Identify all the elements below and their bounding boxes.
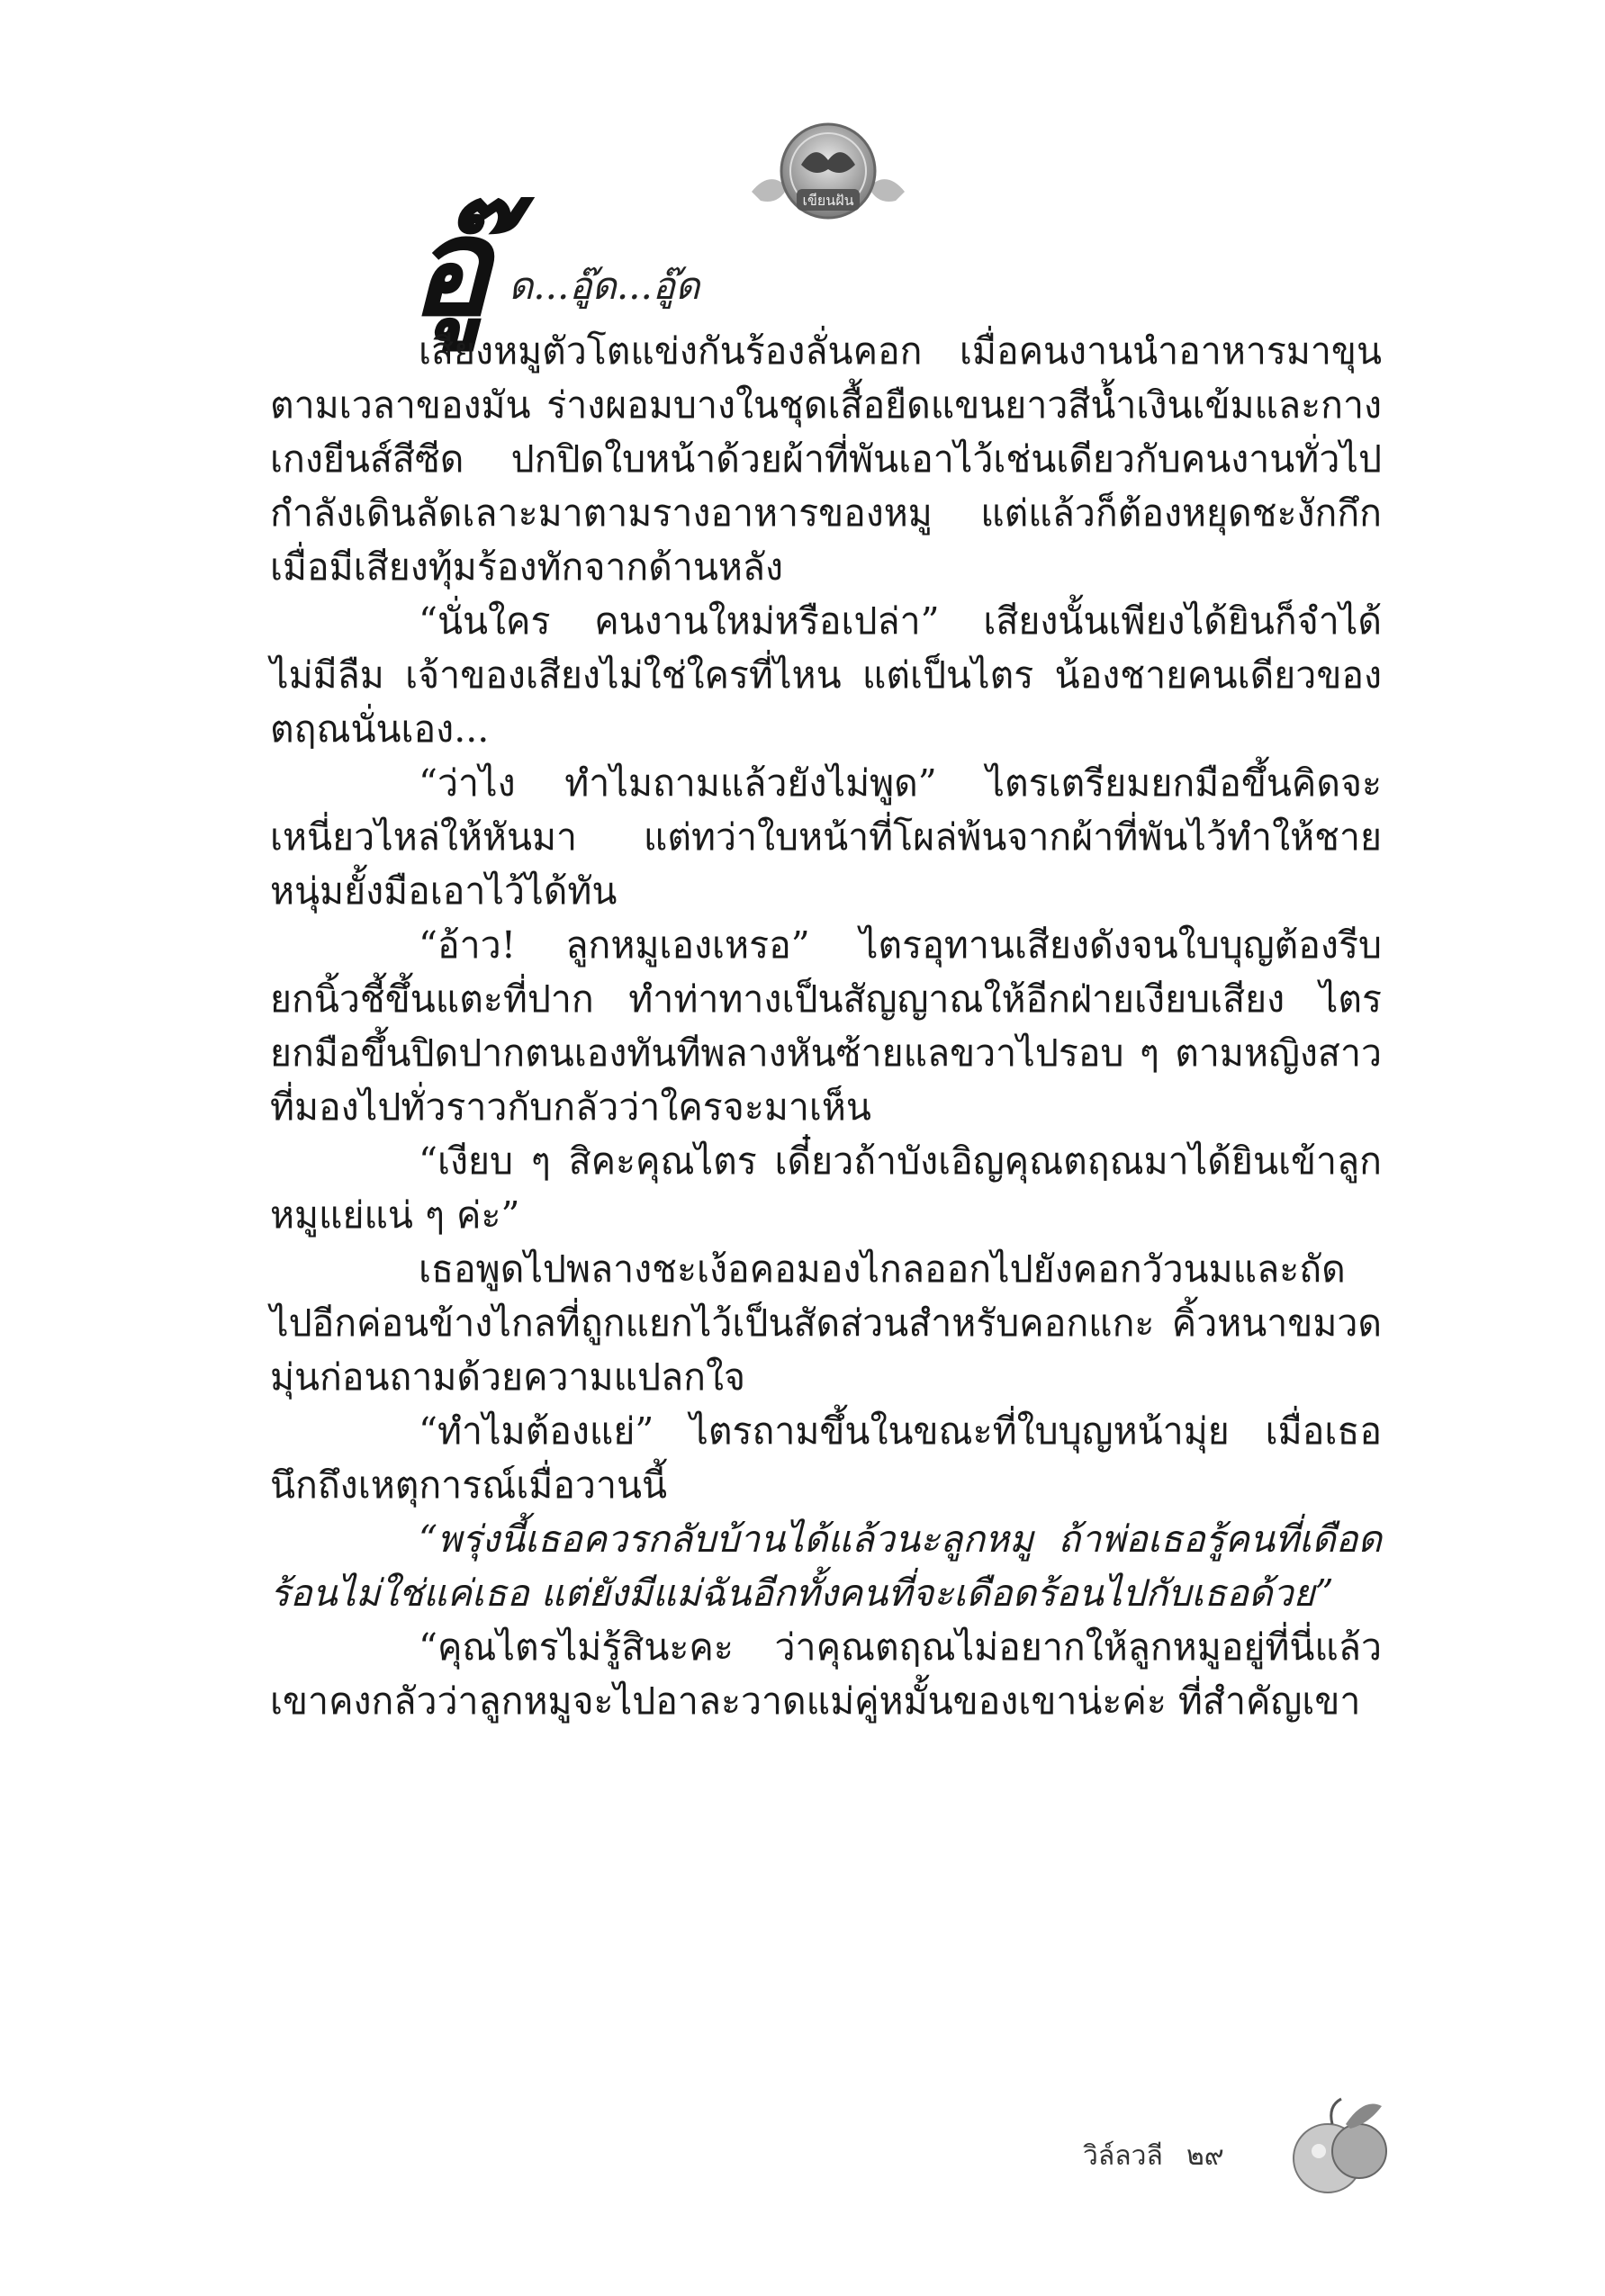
paragraph: เธอพูดไปพลางชะเง้อคอมองไกลออกไปยังคอกวัวนมและถัดไปอีกค่อนข้างไกลที่ถูกแยกไว้เป็นสัดส่วนสำหรับคอกแกะ คิ้วหนาขมวดมุ่นก่อนถามด้วยความแปลกใจ [270, 1247, 1382, 1399]
body-text [270, 324, 1382, 1728]
paragraph: “ทำไมต้องแย่” ไตรถามขึ้นในขณะที่ใบบุญหน้ามุ่ย เมื่อเธอนึกถึงเหตุการณ์เมื่อวานนี้ [270, 1409, 1382, 1507]
ornamental-emblem-logo [743, 115, 914, 232]
paragraph: “นั่นใคร คนงานใหม่หรือเปล่า” เสียงนั้นเพียงได้ยินก็จำได้ไม่มีลืม เจ้าของเสียงไม่ใช่ใครที่ไหน แต่เป็นไตร น้องชายคนเดียวของตฤณนั่นเอง... [270, 599, 1382, 751]
paragraph-italic: “พรุ่งนี้เธอควรกลับบ้านได้แล้วนะลูกหมู ถ้าพ่อเธอรู้คนที่เดือดร้อนไม่ใช่แค่เธอ แต่ยังมีแม่ฉันอีกทั้งคนที่จะเดือดร้อนไปกับเธอด้วย” [270, 1517, 1382, 1615]
fruit-illustration-icon [1278, 2088, 1395, 2205]
footer-author: วิล์ลวลี [1083, 2140, 1163, 2172]
paragraph: เสียงหมูตัวโตแข่งกันร้องลั่นคอก เมื่อคนงานนำอาหารมาขุนตามเวลาของมัน ร่างผอมบางในชุดเสื้อยืดแขนยาวสีน้ำเงินเข้มและกางเกงยีนส์สีซีด ปกปิดใบหน้าด้วยผ้าที่พันเอาไว้เช่นเดียวกับคนงานทั่วไปกำลังเดินลัดเลาะมาตามรางอาหารของหมู แต่แล้วก็ต้องหยุดชะงักกึกเมื่อมีเสียงทุ้มร้องทักจากด้านหลัง [270, 329, 1382, 589]
paragraph: “เงียบ ๆ สิคะคุณไตร เดี๋ยวถ้าบังเอิญคุณตฤณมาได้ยินเข้าลูกหมูแย่แน่ ๆ ค่ะ” [270, 1139, 1382, 1237]
page-number: ๒๙ [1186, 2140, 1224, 2172]
opening-phrase: ด...อู๊ด...อู๊ด [509, 264, 700, 308]
drop-cap: อู๊ [410, 188, 491, 347]
logo-text: เขียนฝัน [802, 192, 854, 209]
paragraph: “คุณไตรไม่รู้สินะคะ ว่าคุณตฤณไม่อยากให้ลูกหมูอยู่ที่นี่แล้วเขาคงกลัวว่าลูกหมูจะไปอาละวาดแม่คู่หมั้นของเขาน่ะค่ะ ที่สำคัญเขา [270, 1625, 1382, 1723]
paragraph: “ว่าไง ทำไมถามแล้วยังไม่พูด” ไตรเตรียมยกมือขึ้นคิดจะเหนี่ยวไหล่ให้หันมา แต่ทว่าใบหน้าที่โผล่พ้นจากผ้าที่พันไว้ทำให้ชายหนุ่มยั้งมือเอาไว้ได้ทัน [270, 761, 1382, 913]
paragraph: “อ้าว! ลูกหมูเองเหรอ” ไตรอุทานเสียงดังจนใบบุญต้องรีบยกนิ้วชี้ขึ้นแตะที่ปาก ทำท่าทางเป็นสัญญาณให้อีกฝ่ายเงียบเสียง ไตรยกมือขึ้นปิดปากตนเองทันทีพลางหันซ้ายแลขวาไปรอบ ๆ ตามหญิงสาวที่มองไปทั่วราวกับกลัวว่าใครจะมาเห็น [270, 923, 1382, 1129]
